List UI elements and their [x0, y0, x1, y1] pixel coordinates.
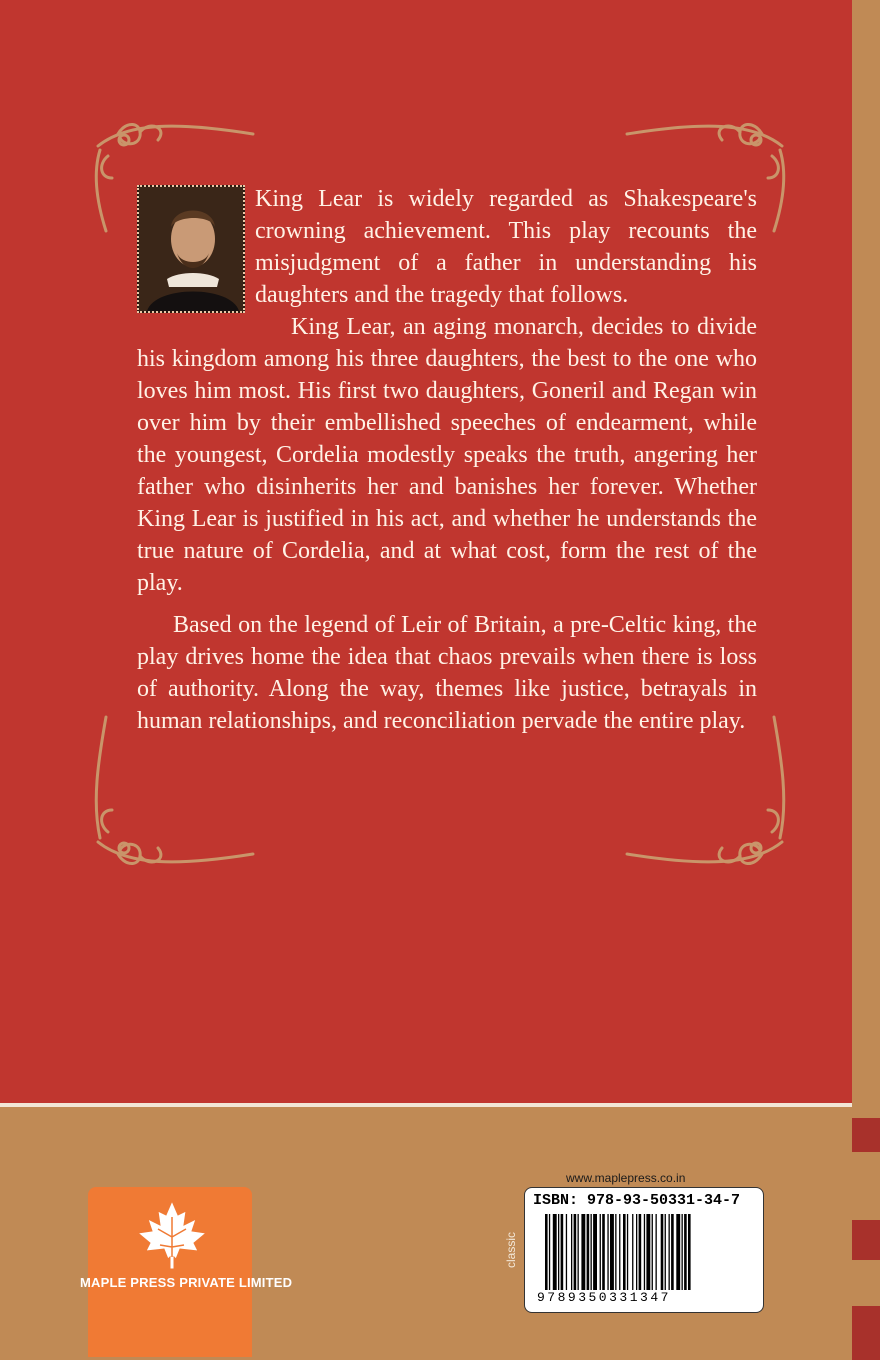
barcode-bar: [619, 1214, 620, 1290]
barcode-bar: [561, 1214, 564, 1290]
barcode-bar: [676, 1214, 680, 1290]
barcode-bar: [571, 1214, 572, 1290]
barcode-bar: [652, 1214, 653, 1290]
barcode-bar: [600, 1214, 601, 1290]
barcode-bar: [644, 1214, 645, 1290]
publisher-url: www.maplepress.co.in: [566, 1171, 686, 1185]
category-label: classic: [504, 1232, 518, 1269]
barcode-icon: [545, 1214, 745, 1290]
maple-leaf-icon: [132, 1197, 212, 1273]
barcode-bar: [607, 1214, 608, 1290]
barcode-bar: [558, 1214, 559, 1290]
barcode-bar: [669, 1214, 670, 1290]
barcode-bar: [636, 1214, 637, 1290]
isbn-digits: 9789350331347: [537, 1290, 671, 1305]
barcode-bar: [545, 1214, 548, 1290]
barcode-bar: [682, 1214, 683, 1290]
publisher-name: MAPLE PRESS PRIVATE LIMITED: [80, 1275, 293, 1290]
blurb-paragraph-1: [137, 183, 757, 311]
barcode-bar: [593, 1214, 597, 1290]
barcode-bar: [615, 1214, 616, 1290]
spine-mark: [852, 1306, 880, 1360]
barcode-bar: [602, 1214, 605, 1290]
book-spine-edge: [852, 0, 880, 1360]
barcode-bar: [639, 1214, 642, 1290]
barcode-bar: [688, 1214, 691, 1290]
blurb-paragraph-3: Based on the legend of Leir of Britain, a pre-Celtic king, the play drives home the idea that chaos prevails when there is loss of authority. Along the way, themes like justice, betrayals in human relationships, and reconciliation pervade the entire play.: [137, 612, 757, 734]
barcode-bar: [656, 1214, 657, 1290]
barcode-bar: [549, 1214, 550, 1290]
barcode-bar: [553, 1214, 557, 1290]
barcode-bar: [578, 1214, 579, 1290]
divider-line: [0, 1103, 852, 1107]
spine-mark: [852, 1118, 880, 1152]
barcode-bar: [665, 1214, 666, 1290]
barcode-bar: [684, 1214, 687, 1290]
barcode-bar: [623, 1214, 626, 1290]
barcode-bar: [646, 1214, 650, 1290]
blurb-paragraph-1-text: King Lear is widely regarded as Shakespeare's crowning achievement. This play recounts the misjudgment of a father in understanding his daughters and the tragedy that follows.: [255, 186, 757, 308]
barcode-bar: [566, 1214, 567, 1290]
barcode-bar: [574, 1214, 577, 1290]
barcode-bar: [632, 1214, 633, 1290]
spine-mark: [852, 1220, 880, 1260]
publisher-logo-box: [88, 1187, 252, 1357]
barcode-bar: [627, 1214, 628, 1290]
barcode-bar: [587, 1214, 590, 1290]
barcode-bar: [671, 1214, 674, 1290]
author-portrait-image: [137, 185, 245, 313]
barcode-box: [524, 1187, 764, 1313]
isbn-label: ISBN: 978-93-50331-34-7: [533, 1192, 741, 1209]
blurb-paragraph-2: King Lear, an aging monarch, decides to divide his kingdom among his three daughters, the best to the one who loves him most. His first two daughters, Goneril and Regan win over him by their embellished speeches of endearment, while the youngest, Cordelia modestly speaks the truth, angering her father who disinherits her and banishes her forever. Whether King Lear is justified in his act, and whether he understands the true nature of Cordelia, and at what cost, form the rest of the play.: [137, 314, 757, 596]
barcode-bar: [591, 1214, 592, 1290]
barcode-bar: [661, 1214, 664, 1290]
barcode-bar: [581, 1214, 585, 1290]
barcode-bar: [610, 1214, 614, 1290]
blurb-text: [137, 183, 757, 737]
